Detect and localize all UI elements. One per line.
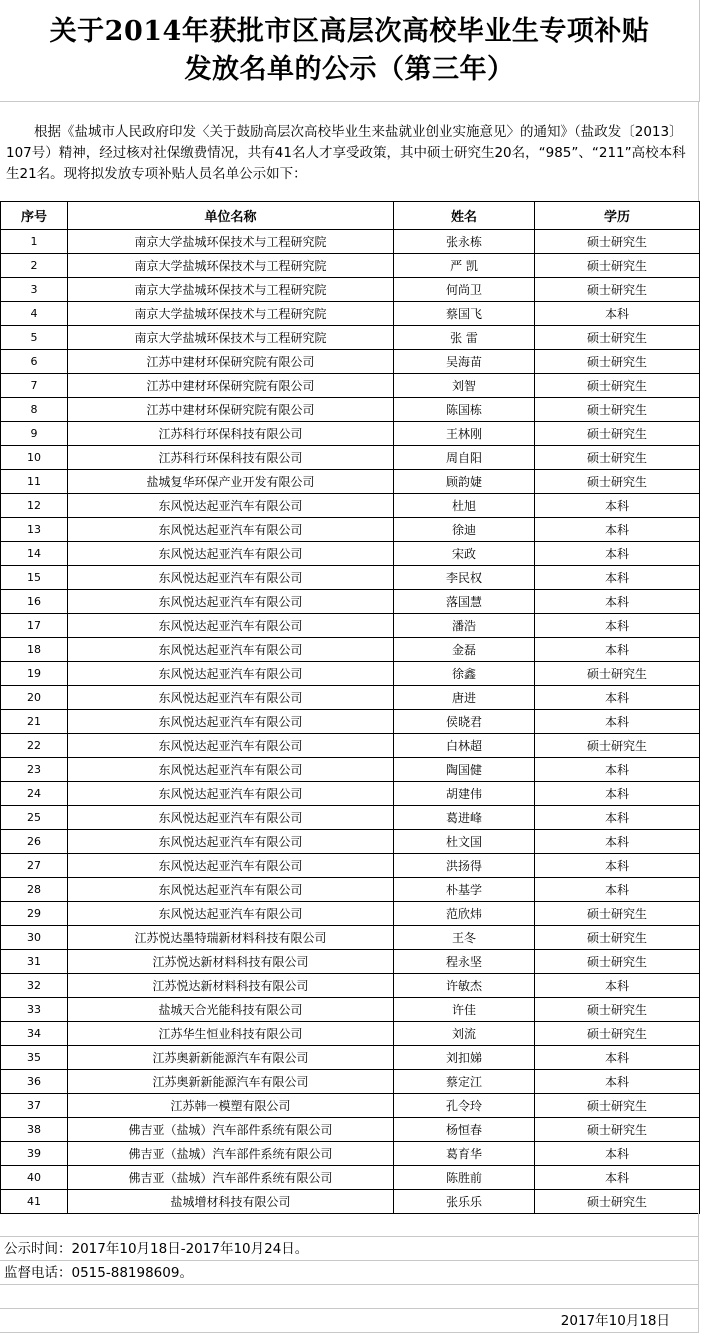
cell-name: 许佳 xyxy=(394,998,535,1022)
header-name: 姓名 xyxy=(394,202,535,230)
cell-name: 严 凯 xyxy=(394,254,535,278)
table-row xyxy=(1,374,700,398)
cell-employer: 佛吉亚（盐城）汽车部件系统有限公司 xyxy=(68,1118,394,1142)
cell-index: 1 xyxy=(1,230,68,254)
cell-degree: 硕士研究生 xyxy=(535,1022,700,1046)
cell-name: 杜旭 xyxy=(394,494,535,518)
cell-degree: 本科 xyxy=(535,614,700,638)
cell-name: 胡建伟 xyxy=(394,782,535,806)
table-row xyxy=(1,926,700,950)
cell-degree: 硕士研究生 xyxy=(535,1190,700,1214)
table-row xyxy=(1,566,700,590)
subsidy-roster-table xyxy=(0,201,700,1214)
cell-name: 许敏杰 xyxy=(394,974,535,998)
cell-employer: 江苏奥新新能源汽车有限公司 xyxy=(68,1070,394,1094)
cell-employer: 江苏悦达墨特瑞新材料科技有限公司 xyxy=(68,926,394,950)
table-row xyxy=(1,974,700,998)
cell-index: 6 xyxy=(1,350,68,374)
cell-employer: 东风悦达起亚汽车有限公司 xyxy=(68,494,394,518)
cell-index: 31 xyxy=(1,950,68,974)
cell-degree: 本科 xyxy=(535,758,700,782)
notice-period: 公示时间：2017年10月18日-2017年10月24日。 xyxy=(0,1237,699,1261)
cell-employer: 东风悦达起亚汽车有限公司 xyxy=(68,734,394,758)
cell-index: 17 xyxy=(1,614,68,638)
cell-index: 5 xyxy=(1,326,68,350)
cell-index: 34 xyxy=(1,1022,68,1046)
cell-degree: 硕士研究生 xyxy=(535,1118,700,1142)
table-row xyxy=(1,950,700,974)
cell-degree: 硕士研究生 xyxy=(535,1094,700,1118)
table-row xyxy=(1,830,700,854)
cell-employer: 东风悦达起亚汽车有限公司 xyxy=(68,710,394,734)
signature-date: 2017年10月18日 xyxy=(0,1309,699,1333)
cell-degree: 硕士研究生 xyxy=(535,350,700,374)
cell-index: 10 xyxy=(1,446,68,470)
cell-name: 葛进峰 xyxy=(394,806,535,830)
cell-index: 15 xyxy=(1,566,68,590)
cell-name: 张永栋 xyxy=(394,230,535,254)
document-title xyxy=(0,0,700,102)
cell-name: 宋政 xyxy=(394,542,535,566)
cell-name: 白林超 xyxy=(394,734,535,758)
cell-index: 32 xyxy=(1,974,68,998)
cell-degree: 本科 xyxy=(535,974,700,998)
cell-name: 程永坚 xyxy=(394,950,535,974)
cell-employer: 江苏华生恒业科技有限公司 xyxy=(68,1022,394,1046)
table-row xyxy=(1,518,700,542)
cell-name: 孔令玲 xyxy=(394,1094,535,1118)
cell-degree: 硕士研究生 xyxy=(535,734,700,758)
table-row xyxy=(1,1022,700,1046)
cell-name: 陈胜前 xyxy=(394,1166,535,1190)
cell-employer: 南京大学盐城环保技术与工程研究院 xyxy=(68,326,394,350)
cell-index: 14 xyxy=(1,542,68,566)
table-row xyxy=(1,662,700,686)
table-row xyxy=(1,230,700,254)
cell-degree: 本科 xyxy=(535,590,700,614)
cell-index: 7 xyxy=(1,374,68,398)
table-row xyxy=(1,302,700,326)
cell-degree: 本科 xyxy=(535,1046,700,1070)
cell-degree: 硕士研究生 xyxy=(535,398,700,422)
cell-index: 20 xyxy=(1,686,68,710)
cell-degree: 硕士研究生 xyxy=(535,230,700,254)
cell-degree: 本科 xyxy=(535,518,700,542)
intro-paragraph: 根据《盐城市人民政府印发〈关于鼓励高层次高校毕业生来盐就业创业实施意见〉的通知》（盐政发〔2013〕107号）精神，经过核对社保缴费情况，共有41名人才享受政策，其中硕士研究生20名，“985”、“211”高校本科生21名。现将拟发放专项补贴人员名单公示如下： xyxy=(0,102,699,201)
cell-employer: 江苏中建材环保研究院有限公司 xyxy=(68,398,394,422)
cell-index: 19 xyxy=(1,662,68,686)
cell-name: 落国慧 xyxy=(394,590,535,614)
cell-degree: 本科 xyxy=(535,830,700,854)
table-row xyxy=(1,758,700,782)
cell-degree: 本科 xyxy=(535,1070,700,1094)
cell-degree: 硕士研究生 xyxy=(535,902,700,926)
cell-index: 3 xyxy=(1,278,68,302)
cell-index: 36 xyxy=(1,1070,68,1094)
cell-employer: 东风悦达起亚汽车有限公司 xyxy=(68,566,394,590)
cell-degree: 本科 xyxy=(535,566,700,590)
cell-employer: 东风悦达起亚汽车有限公司 xyxy=(68,662,394,686)
cell-employer: 东风悦达起亚汽车有限公司 xyxy=(68,854,394,878)
cell-index: 18 xyxy=(1,638,68,662)
cell-employer: 东风悦达起亚汽车有限公司 xyxy=(68,806,394,830)
cell-degree: 本科 xyxy=(535,806,700,830)
cell-index: 24 xyxy=(1,782,68,806)
cell-index: 37 xyxy=(1,1094,68,1118)
table-row xyxy=(1,1166,700,1190)
cell-degree: 本科 xyxy=(535,542,700,566)
cell-name: 陶国健 xyxy=(394,758,535,782)
cell-index: 30 xyxy=(1,926,68,950)
table-row xyxy=(1,398,700,422)
cell-name: 王冬 xyxy=(394,926,535,950)
cell-employer: 南京大学盐城环保技术与工程研究院 xyxy=(68,230,394,254)
title-line-1: 关于2014年获批市区高层次高校毕业生专项补贴 xyxy=(49,15,650,47)
table-row xyxy=(1,590,700,614)
cell-degree: 硕士研究生 xyxy=(535,950,700,974)
cell-index: 26 xyxy=(1,830,68,854)
cell-employer: 江苏中建材环保研究院有限公司 xyxy=(68,350,394,374)
table-row xyxy=(1,350,700,374)
cell-employer: 东风悦达起亚汽车有限公司 xyxy=(68,758,394,782)
cell-index: 9 xyxy=(1,422,68,446)
cell-employer: 江苏科行环保科技有限公司 xyxy=(68,422,394,446)
cell-name: 徐迪 xyxy=(394,518,535,542)
cell-name: 唐进 xyxy=(394,686,535,710)
cell-name: 张 雷 xyxy=(394,326,535,350)
cell-name: 吴海苗 xyxy=(394,350,535,374)
table-row xyxy=(1,542,700,566)
cell-degree: 本科 xyxy=(535,302,700,326)
cell-degree: 本科 xyxy=(535,494,700,518)
table-row xyxy=(1,638,700,662)
cell-name: 杜文国 xyxy=(394,830,535,854)
cell-index: 23 xyxy=(1,758,68,782)
cell-name: 侯晓君 xyxy=(394,710,535,734)
cell-name: 刘智 xyxy=(394,374,535,398)
cell-degree: 硕士研究生 xyxy=(535,998,700,1022)
table-row xyxy=(1,470,700,494)
table-row xyxy=(1,326,700,350)
cell-name: 葛育华 xyxy=(394,1142,535,1166)
header-index: 序号 xyxy=(1,202,68,230)
cell-employer: 东风悦达起亚汽车有限公司 xyxy=(68,782,394,806)
cell-degree: 本科 xyxy=(535,686,700,710)
table-row xyxy=(1,782,700,806)
cell-degree: 本科 xyxy=(535,710,700,734)
table-row xyxy=(1,614,700,638)
cell-index: 40 xyxy=(1,1166,68,1190)
cell-name: 刘流 xyxy=(394,1022,535,1046)
cell-name: 杨恒春 xyxy=(394,1118,535,1142)
table-row xyxy=(1,878,700,902)
cell-index: 27 xyxy=(1,854,68,878)
cell-index: 33 xyxy=(1,998,68,1022)
title-line-2: 发放名单的公示（第三年） xyxy=(184,53,515,85)
cell-name: 刘扣娣 xyxy=(394,1046,535,1070)
cell-employer: 佛吉亚（盐城）汽车部件系统有限公司 xyxy=(68,1142,394,1166)
cell-name: 蔡国飞 xyxy=(394,302,535,326)
cell-index: 21 xyxy=(1,710,68,734)
cell-degree: 硕士研究生 xyxy=(535,446,700,470)
cell-index: 29 xyxy=(1,902,68,926)
supervision-phone: 监督电话：0515-88198609。 xyxy=(0,1261,699,1285)
table-row xyxy=(1,1094,700,1118)
cell-degree: 本科 xyxy=(535,782,700,806)
cell-employer: 江苏悦达新材料科技有限公司 xyxy=(68,974,394,998)
header-degree: 学历 xyxy=(535,202,700,230)
cell-degree: 硕士研究生 xyxy=(535,662,700,686)
table-header-row xyxy=(1,202,700,230)
cell-degree: 硕士研究生 xyxy=(535,278,700,302)
cell-name: 周自阳 xyxy=(394,446,535,470)
table-row xyxy=(1,710,700,734)
cell-name: 张乐乐 xyxy=(394,1190,535,1214)
cell-degree: 硕士研究生 xyxy=(535,326,700,350)
table-row xyxy=(1,254,700,278)
cell-employer: 盐城复华环保产业开发有限公司 xyxy=(68,470,394,494)
cell-name: 王林刚 xyxy=(394,422,535,446)
cell-name: 顾韵婕 xyxy=(394,470,535,494)
cell-name: 范欣炜 xyxy=(394,902,535,926)
table-row xyxy=(1,1142,700,1166)
cell-degree: 硕士研究生 xyxy=(535,422,700,446)
table-row xyxy=(1,494,700,518)
cell-degree: 本科 xyxy=(535,638,700,662)
table-row xyxy=(1,1118,700,1142)
cell-index: 28 xyxy=(1,878,68,902)
cell-name: 蔡定江 xyxy=(394,1070,535,1094)
cell-name: 何尚卫 xyxy=(394,278,535,302)
cell-name: 陈国栋 xyxy=(394,398,535,422)
cell-index: 12 xyxy=(1,494,68,518)
table-row xyxy=(1,1190,700,1214)
cell-employer: 东风悦达起亚汽车有限公司 xyxy=(68,614,394,638)
cell-employer: 南京大学盐城环保技术与工程研究院 xyxy=(68,254,394,278)
cell-employer: 江苏中建材环保研究院有限公司 xyxy=(68,374,394,398)
cell-degree: 本科 xyxy=(535,1166,700,1190)
header-employer: 单位名称 xyxy=(68,202,394,230)
cell-index: 13 xyxy=(1,518,68,542)
cell-index: 25 xyxy=(1,806,68,830)
cell-employer: 东风悦达起亚汽车有限公司 xyxy=(68,542,394,566)
blank-row xyxy=(0,1285,699,1309)
cell-employer: 盐城天合光能科技有限公司 xyxy=(68,998,394,1022)
cell-index: 35 xyxy=(1,1046,68,1070)
cell-name: 李民权 xyxy=(394,566,535,590)
cell-index: 22 xyxy=(1,734,68,758)
table-row xyxy=(1,998,700,1022)
table-row xyxy=(1,734,700,758)
table-body xyxy=(1,230,700,1214)
cell-index: 41 xyxy=(1,1190,68,1214)
cell-employer: 东风悦达起亚汽车有限公司 xyxy=(68,878,394,902)
cell-employer: 东风悦达起亚汽车有限公司 xyxy=(68,902,394,926)
cell-employer: 南京大学盐城环保技术与工程研究院 xyxy=(68,278,394,302)
cell-degree: 本科 xyxy=(535,878,700,902)
cell-name: 朴基学 xyxy=(394,878,535,902)
table-row xyxy=(1,686,700,710)
table-row xyxy=(1,1046,700,1070)
cell-employer: 江苏韩一模塑有限公司 xyxy=(68,1094,394,1118)
cell-name: 洪扬得 xyxy=(394,854,535,878)
cell-employer: 江苏悦达新材料科技有限公司 xyxy=(68,950,394,974)
cell-employer: 江苏科行环保科技有限公司 xyxy=(68,446,394,470)
cell-index: 38 xyxy=(1,1118,68,1142)
cell-employer: 东风悦达起亚汽车有限公司 xyxy=(68,518,394,542)
cell-employer: 佛吉亚（盐城）汽车部件系统有限公司 xyxy=(68,1166,394,1190)
cell-employer: 江苏奥新新能源汽车有限公司 xyxy=(68,1046,394,1070)
cell-index: 39 xyxy=(1,1142,68,1166)
cell-index: 8 xyxy=(1,398,68,422)
table-row xyxy=(1,446,700,470)
cell-degree: 硕士研究生 xyxy=(535,374,700,398)
cell-index: 16 xyxy=(1,590,68,614)
cell-employer: 南京大学盐城环保技术与工程研究院 xyxy=(68,302,394,326)
cell-degree: 硕士研究生 xyxy=(535,926,700,950)
cell-index: 11 xyxy=(1,470,68,494)
cell-index: 2 xyxy=(1,254,68,278)
cell-degree: 硕士研究生 xyxy=(535,470,700,494)
cell-name: 金磊 xyxy=(394,638,535,662)
table-row xyxy=(1,854,700,878)
cell-employer: 东风悦达起亚汽车有限公司 xyxy=(68,590,394,614)
cell-name: 潘浩 xyxy=(394,614,535,638)
cell-employer: 东风悦达起亚汽车有限公司 xyxy=(68,638,394,662)
table-row xyxy=(1,1070,700,1094)
cell-name: 徐鑫 xyxy=(394,662,535,686)
blank-row xyxy=(0,1213,699,1237)
cell-degree: 硕士研究生 xyxy=(535,254,700,278)
cell-employer: 盐城增材科技有限公司 xyxy=(68,1190,394,1214)
table-row xyxy=(1,902,700,926)
cell-degree: 本科 xyxy=(535,854,700,878)
cell-index: 4 xyxy=(1,302,68,326)
table-row xyxy=(1,806,700,830)
cell-degree: 本科 xyxy=(535,1142,700,1166)
cell-employer: 东风悦达起亚汽车有限公司 xyxy=(68,830,394,854)
cell-employer: 东风悦达起亚汽车有限公司 xyxy=(68,686,394,710)
table-row xyxy=(1,422,700,446)
table-row xyxy=(1,278,700,302)
